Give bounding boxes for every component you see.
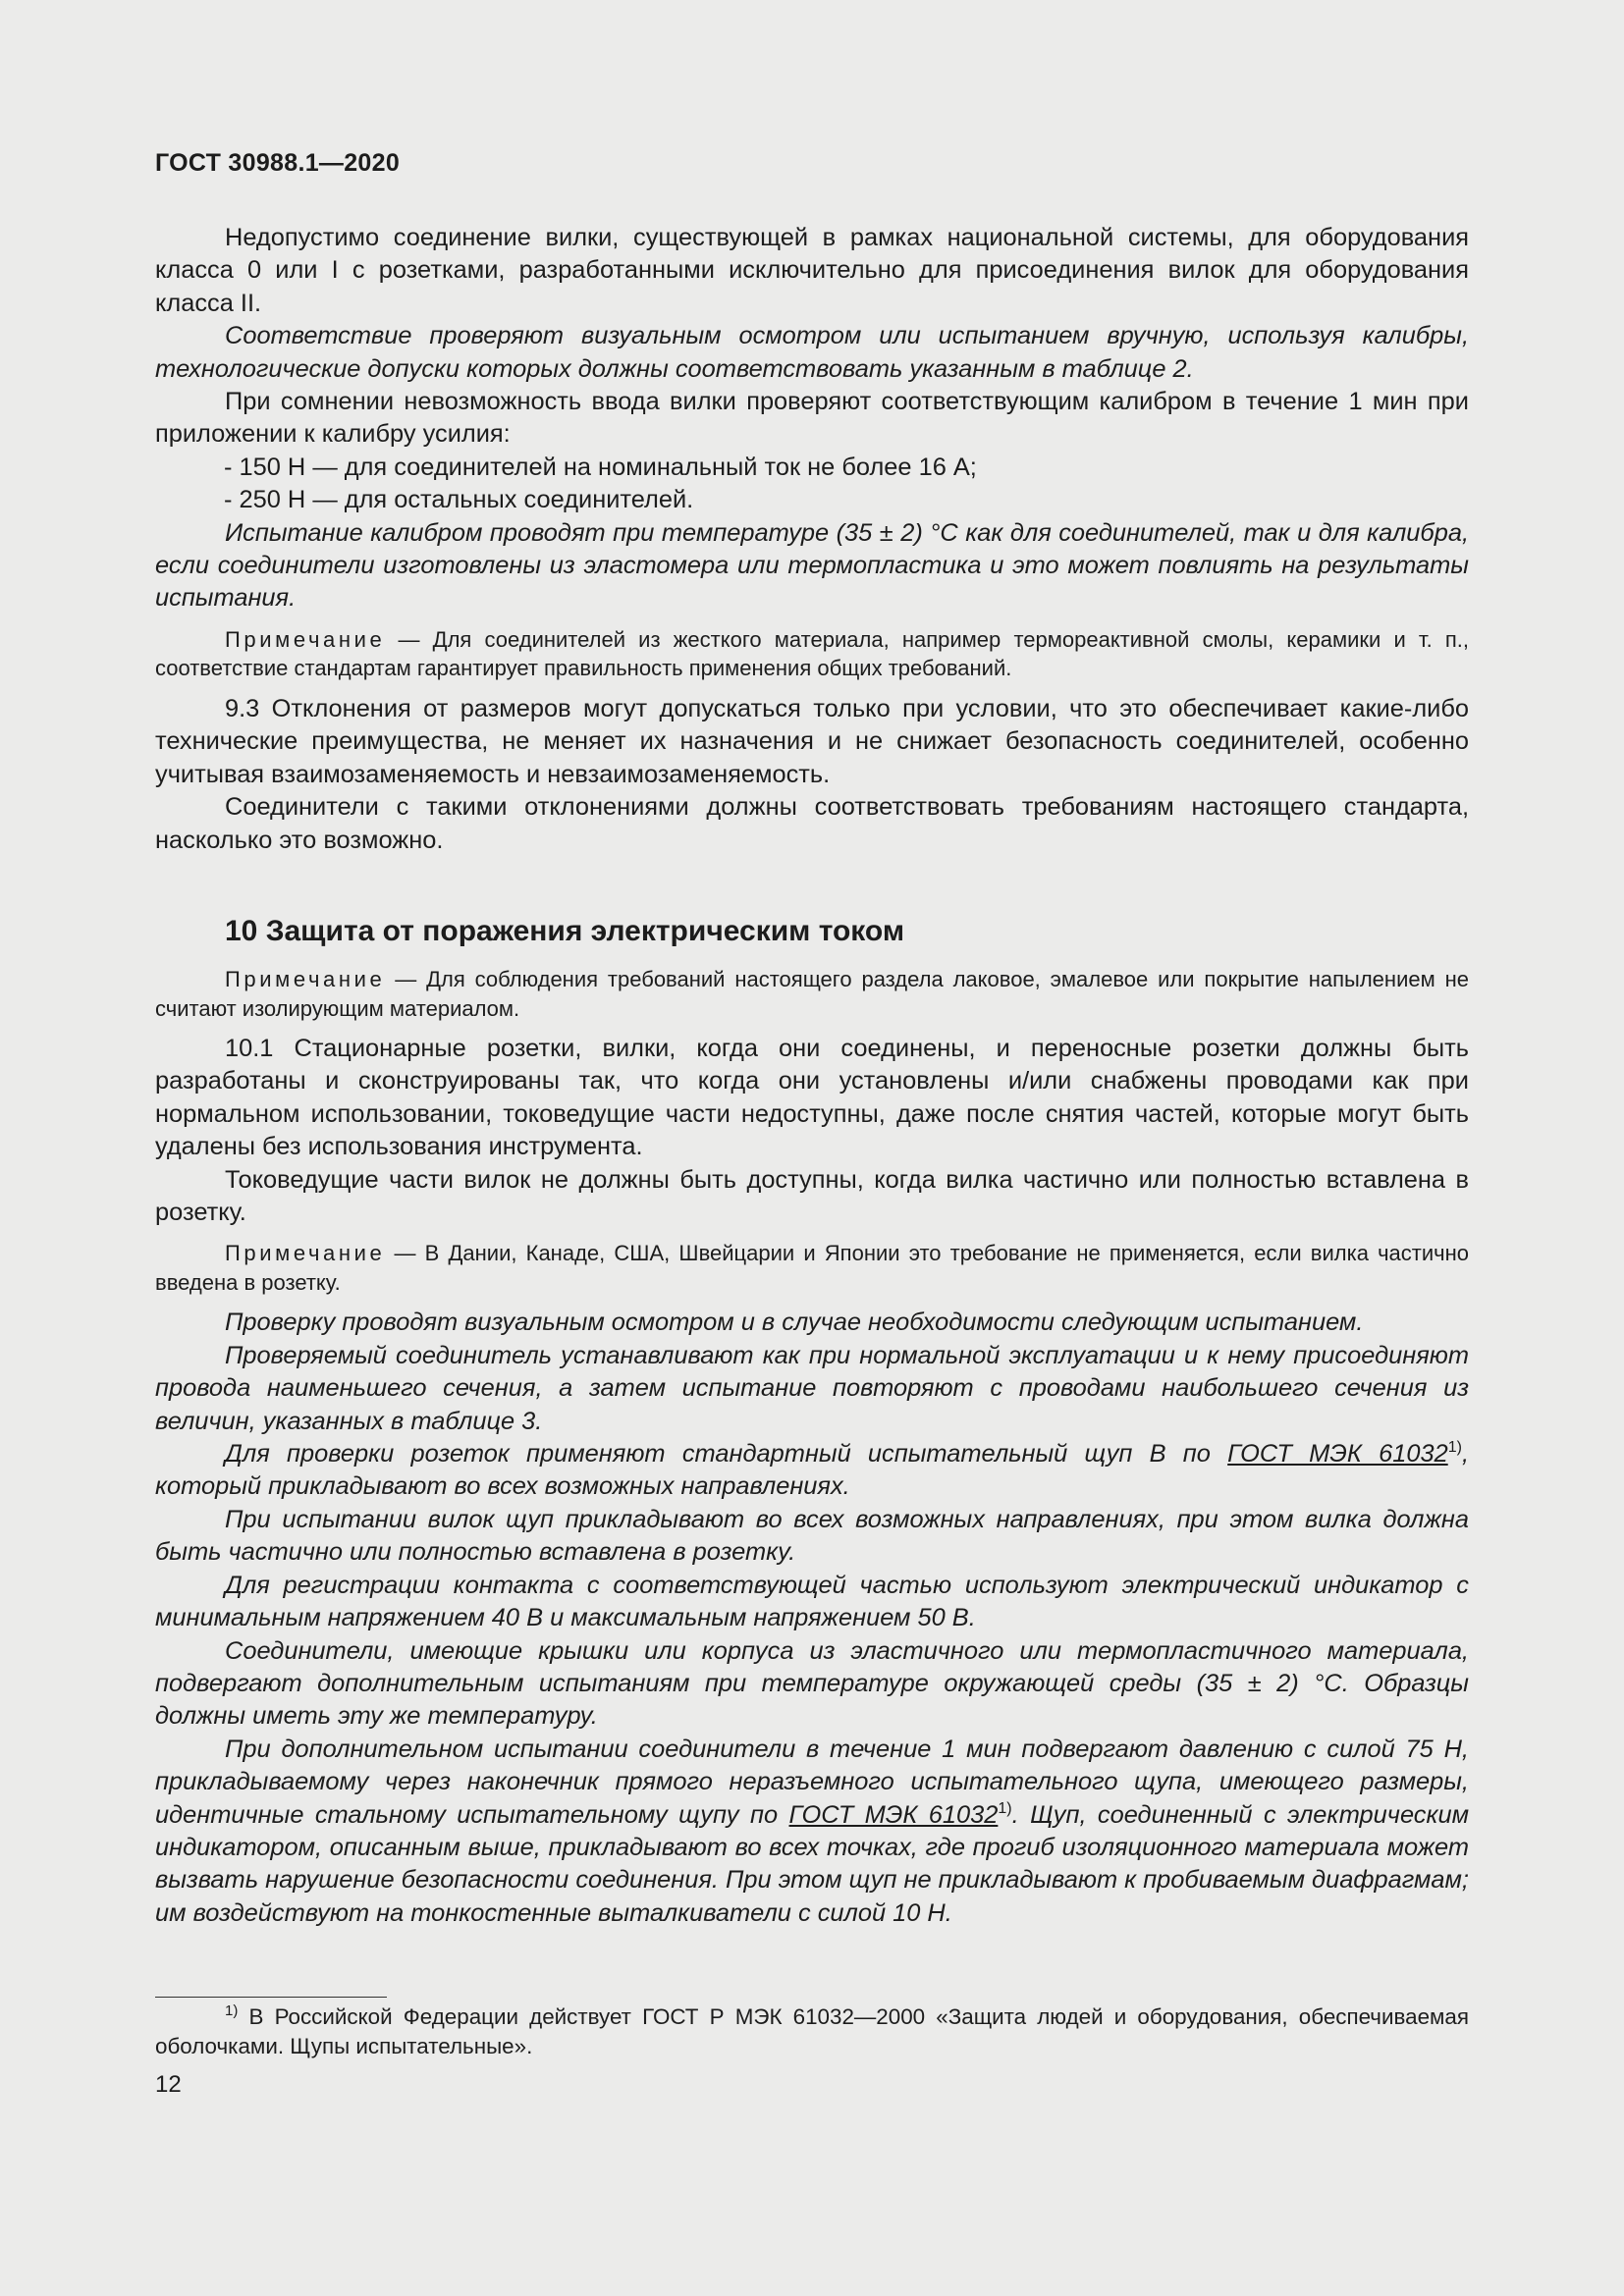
note bbox=[155, 965, 1469, 1023]
verification-paragraph: Соединители, имеющие крышки или корпуса из эластичного или термопластичного материала, подвергают дополнительным испытаниям при температуре окружающей среды (35 ± 2) °С. Образцы должны иметь эту же температуру. bbox=[155, 1636, 1469, 1731]
paragraph: Недопустимо соединение вилки, существующей в рамках национальной системы, для оборудования класса 0 или I с розетками, разработанными исключительно для присоединения вилок для оборудования класса II. bbox=[155, 224, 1469, 317]
clause-9-3: 9.3 Отклонения от размеров могут допускаться только при условии, что это обеспечивает какие-либо технические преимущества, не меняет их назначения и не снижает безопасность соединителей, особенно учитывая взаимозаменяемость и невзаимозаменяемость. bbox=[155, 694, 1469, 788]
footnote-mark: 1) bbox=[225, 2002, 239, 2019]
note bbox=[155, 625, 1469, 683]
note bbox=[155, 1239, 1469, 1297]
list-item: - 250 Н — для остальных соединителей. bbox=[224, 486, 694, 514]
paragraph: При сомнении невозможность ввода вилки проверяют соответствующим калибром в течение 1 мин при приложении к калибру усилия: bbox=[155, 388, 1469, 449]
verification-paragraph bbox=[155, 1734, 1469, 1930]
note-label: Примечание bbox=[225, 626, 386, 652]
note-label: Примечание bbox=[225, 967, 386, 991]
paragraph: Соединители с такими отклонениями должны соответствовать требованиям настоящего стандарта, насколько это возможно. bbox=[155, 793, 1469, 854]
verification-paragraph: Испытание калибром проводят при температуре (35 ± 2) °С как для соединителей, так и для калибра, если соединители изготовлены из эластомера или термопластика и это может повлиять на результаты испытания. bbox=[155, 518, 1469, 613]
text-run: Для проверки розеток применяют стандартный испытательный щуп B по bbox=[225, 1440, 1228, 1468]
standard-reference-link[interactable]: ГОСТ МЭК 61032 bbox=[1227, 1440, 1448, 1468]
section-10 bbox=[155, 912, 1469, 1930]
footnote-text bbox=[155, 2002, 1469, 2061]
page-number: 12 bbox=[155, 2071, 182, 2098]
verification-paragraph: Для регистрации контакта с соответствующей частью используют электрический индикатор с минимальным напряжением 40 В и максимальным напряжением 50 В. bbox=[155, 1571, 1469, 1632]
text-run: . Щуп, соединенный с электрическим индикатором, описанным выше, прикладывают во всех точках, где прогиб изоляционного материала может вызвать нарушение безопасности соединения. При этом щуп не прикладывают к пробиваемым диафрагмам; им воздействуют на тонкостенные выталкиватели с силой 10 Н. bbox=[155, 1800, 1469, 1927]
verification-paragraph: Проверку проводят визуальным осмотром и в случае необходимости следующим испытанием. bbox=[225, 1308, 1364, 1337]
list-item: - 150 Н — для соединителей на номинальный ток не более 16 А; bbox=[224, 453, 977, 481]
note-text: — Для соединителей из жесткого материала, например термореактивной смолы, керамики и т. п., соответствие стандартам гарантирует правильность применения общих требований. bbox=[155, 626, 1469, 681]
footnote-mark[interactable]: 1) bbox=[998, 1799, 1012, 1817]
paragraph: Токоведущие части вилок не должны быть доступны, когда вилка частично или полностью вставлена в розетку. bbox=[155, 1165, 1469, 1227]
document-header: ГОСТ 30988.1—2020 bbox=[155, 149, 401, 177]
footnote bbox=[155, 2002, 1469, 2061]
footnote-mark[interactable]: 1) bbox=[1447, 1439, 1462, 1457]
footnote-body: В Российской Федерации действует ГОСТ Р МЭК 61032—2000 «Защита людей и оборудования, обеспечиваемая оболочками. Щупы испытательные». bbox=[155, 2004, 1469, 2058]
clause-10-1: 10.1 Стационарные розетки, вилки, когда они соединены, и переносные розетки должны быть разработаны и сконструированы так, что когда они установлены и/или снабжены проводами как при нормальном использовании, токоведущие части недоступны, даже после снятия частей, которые могут быть удалены без использования инструмента. bbox=[155, 1035, 1469, 1161]
section-title: 10 Защита от поражения электрическим током bbox=[225, 915, 905, 947]
verification-paragraph bbox=[155, 1438, 1469, 1504]
text-run: При дополнительном испытании соединители в течение 1 мин подвергают давлению с силой 75 Н, прикладываемому через наконечник прямого неразъемного испытательного щупа, имеющего размеры, идентичные стальному испытательному щупу по bbox=[155, 1735, 1469, 1829]
verification-paragraph: При испытании вилок щуп прикладывают во всех возможных направлениях, при этом вилка должна быть частично или полностью вставлена в розетку. bbox=[155, 1505, 1469, 1567]
footnote-divider bbox=[155, 1997, 387, 1998]
verification-paragraph: Проверяемый соединитель устанавливают как при нормальной эксплуатации и к нему присоединяют провода наименьшего сечения, а затем испытание повторяют с проводами наибольшего сечения из величин, указанных в таблице 3. bbox=[155, 1341, 1469, 1435]
note-label: Примечание bbox=[225, 1241, 386, 1266]
note-text: — Для соблюдения требований настоящего раздела лаковое, эмалевое или покрытие напылением не считают изолирующим материалом. bbox=[155, 967, 1469, 1021]
section-9-continued bbox=[155, 222, 1469, 857]
note-text: — В Дании, Канаде, США, Швейцарии и Японии это требование не применяется, если вилка частично введена в розетку. bbox=[155, 1241, 1469, 1295]
verification-paragraph: Соответствие проверяют визуальным осмотром или испытанием вручную, используя калибры, технологические допуски которых должны соответствовать указанным в таблице 2. bbox=[155, 322, 1469, 383]
standard-reference-link[interactable]: ГОСТ МЭК 61032 bbox=[788, 1800, 999, 1829]
text-run: , который прикладывают во всех возможных направлениях. bbox=[155, 1440, 1469, 1501]
